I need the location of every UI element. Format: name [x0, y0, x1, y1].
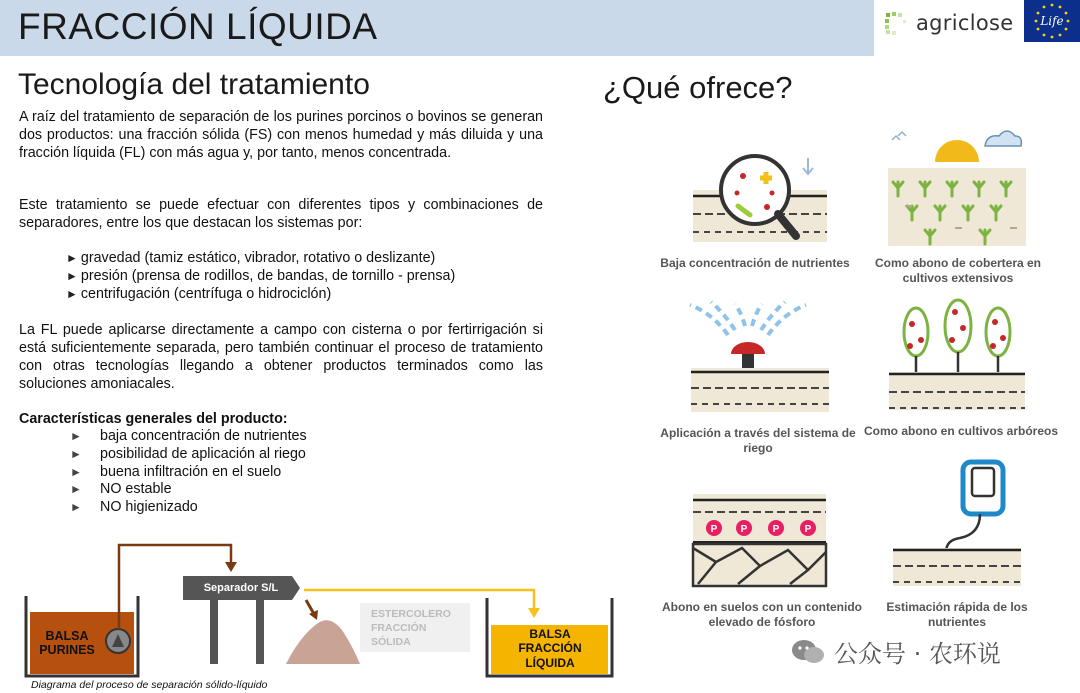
page-title: FRACCIÓN LÍQUIDA	[18, 6, 378, 47]
wechat-icon	[790, 638, 826, 666]
benefit-label-phosphorus: Abono en suelos con un contenido elevado de fósforo	[662, 600, 862, 629]
list-item: ► gravedad (tamiz estático, vibrador, rotativo o deslizante)	[66, 250, 436, 266]
fruit-trees-icon	[889, 300, 1025, 410]
triangle-bullet-icon: ►	[66, 251, 78, 265]
phosphorus-soil-icon	[693, 494, 826, 586]
list-item: ► NO estable	[70, 481, 172, 498]
diagram-caption: Diagrama del proceso de separación sólido-líquido	[31, 679, 268, 691]
balsa-purines-label-2: PURINES	[39, 643, 95, 657]
section-title-que-ofrece: ¿Qué ofrece?	[603, 70, 793, 105]
wechat-watermark	[790, 634, 1001, 669]
triangle-bullet-icon: ►	[70, 446, 82, 461]
svg-text:ESTERCOLERO: ESTERCOLERO	[371, 608, 451, 620]
benefit-label-extensive-crops: Como abono de cobertera en cultivos extensivos	[874, 256, 1042, 285]
characteristics-title: Características generales del producto:	[19, 411, 288, 427]
list-item: ► buena infiltración en el suelo	[70, 463, 282, 480]
svg-text:LÍQUIDA: LÍQUIDA	[525, 656, 575, 670]
triangle-bullet-icon: ►	[70, 429, 82, 443]
balsa-purines-label-1: BALSA	[45, 629, 89, 643]
benefit-label-low-nutrients: Baja concentración de nutrientes	[660, 256, 850, 270]
extensive-crops-icon	[888, 131, 1026, 246]
svg-text:P: P	[804, 524, 812, 535]
triangle-bullet-icon: ►	[66, 269, 78, 283]
svg-text:BALSA: BALSA	[529, 627, 571, 641]
svg-text:FRACCIÓN: FRACCIÓN	[371, 622, 427, 634]
intro-paragraph: A raíz del tratamiento de separación de los purines porcinos o bovinos se generan dos productos: una fracción sólida (FS) con menos humedad y más diluida y una fracción líquida (FL) con más agua y, por tanto, menos concentrada.	[19, 109, 543, 161]
logo-text: agriclose	[916, 10, 1014, 35]
watermark-text: 公众号 · 农环说	[834, 640, 1001, 668]
list-item: ► NO higienizado	[70, 499, 198, 516]
list-item: ► presión (prensa de rodillos, de bandas, de tornillo - prensa)	[66, 268, 456, 284]
svg-text:P: P	[710, 524, 718, 535]
irrigation-sprinkler-icon	[690, 302, 829, 412]
svg-text:SÓLIDA: SÓLIDA	[371, 636, 411, 648]
triangle-bullet-icon: ►	[70, 482, 82, 497]
triangle-bullet-icon: ►	[70, 464, 82, 479]
triangle-bullet-icon: ►	[66, 287, 78, 301]
benefit-label-nutrient-estimate: Estimación rápida de los nutrientes	[886, 600, 1028, 629]
svg-text:P: P	[772, 524, 780, 535]
section-title-tecnologia: Tecnología del tratamiento	[18, 68, 370, 101]
nutrients-magnifier-icon	[693, 156, 827, 242]
eu-logo-text: Life	[1040, 14, 1064, 28]
systems-paragraph: Este tratamiento se puede efectuar con diferentes tipos y combinaciones de separadores, entre los que destacan los sistemas por:	[19, 197, 543, 231]
application-paragraph: La FL puede aplicarse directamente a campo con cisterna o por fertirrigación si está suficientemente separada, pero también continuar el proceso de tratamiento con otras tecnologías llegando a obtener productos terminados como las soluciones amoniacales.	[19, 322, 543, 392]
separador-label: Separador S/L	[203, 582, 279, 594]
svg-text:FRACCIÓN: FRACCIÓN	[518, 641, 582, 655]
svg-text:P: P	[740, 524, 748, 535]
nutrient-meter-icon	[893, 462, 1021, 586]
benefit-label-fruit-trees: Como abono en cultivos arbóreos	[863, 424, 1059, 438]
list-item: ► posibilidad de aplicación al riego	[70, 445, 306, 462]
list-item: ► centrifugación (centrífuga o hidrociclón)	[66, 286, 332, 302]
triangle-bullet-icon: ►	[70, 500, 82, 515]
benefit-label-irrigation: Aplicación a través del sistema de riego	[660, 426, 856, 455]
list-item: ► baja concentración de nutrientes	[70, 428, 307, 444]
